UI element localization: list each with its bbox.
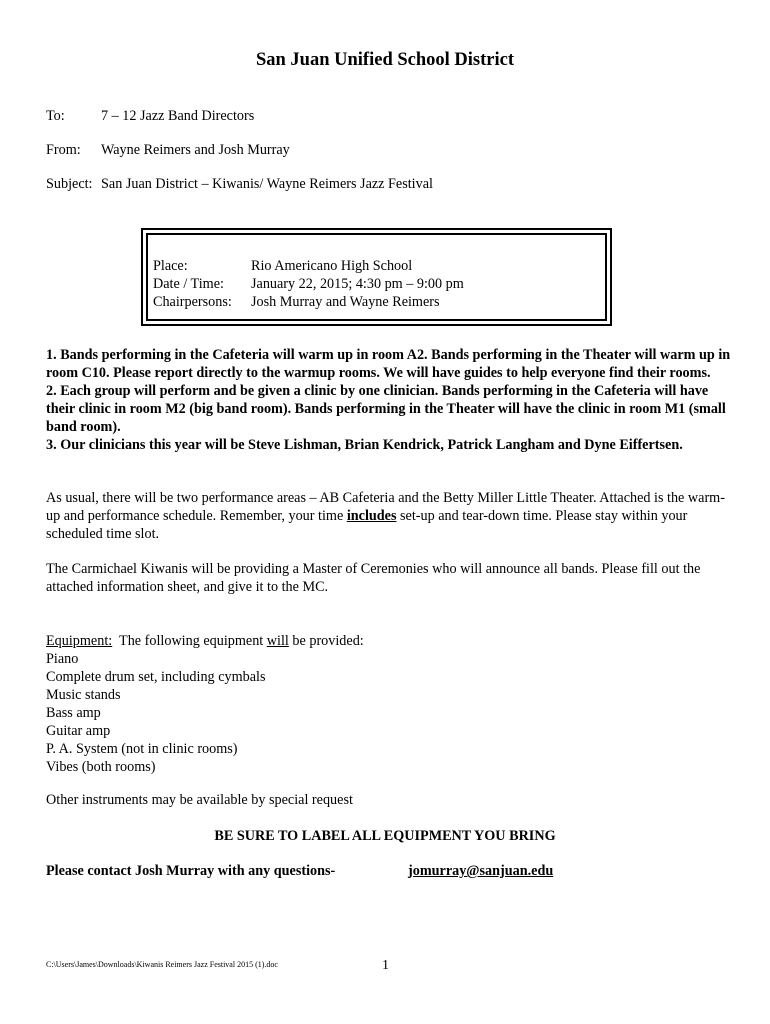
- equipment-item: Piano: [46, 651, 79, 667]
- label-equipment-notice: BE SURE TO LABEL ALL EQUIPMENT YOU BRING: [214, 828, 556, 844]
- instructions: [46, 346, 736, 454]
- from-value: Wayne Reimers and Josh Murray: [101, 142, 290, 158]
- footer-file-path: C:\Users\James\Downloads\Kiwanis Reimers Jazz Festival 2015 (1).doc: [46, 960, 278, 969]
- subject-label: Subject:: [46, 176, 93, 192]
- equipment-item: Music stands: [46, 687, 121, 703]
- performance-areas-paragraph: As usual, there will be two performance areas – AB Cafeteria and the Betty Miller Little Theater. Attached is the warm-up and performance schedule. Remember, your time includes set-up and tear-down time. Please stay within your scheduled time slot.: [46, 490, 725, 542]
- datetime-value: January 22, 2015; 4:30 pm – 9:00 pm: [251, 276, 464, 292]
- equipment-item: Complete drum set, including cymbals: [46, 669, 266, 685]
- page-number: 1: [382, 958, 389, 973]
- to-label: To:: [46, 108, 65, 124]
- equipment-section: [46, 632, 364, 776]
- datetime-label: Date / Time:: [153, 276, 224, 292]
- other-instruments-note: Other instruments may be available by special request: [46, 792, 353, 808]
- contact-text: Please contact Josh Murray with any questions-: [46, 863, 336, 879]
- place-value: Rio Americano High School: [251, 258, 413, 274]
- includes-emphasis: includes: [346, 508, 397, 524]
- page-title: San Juan Unified School District: [255, 50, 514, 70]
- equipment-heading: Equipment:: [46, 633, 113, 649]
- to-value: 7 – 12 Jazz Band Directors: [101, 108, 255, 124]
- equipment-item: Vibes (both rooms): [46, 759, 156, 775]
- will-emphasis: will: [266, 633, 289, 649]
- from-label: From:: [46, 142, 81, 158]
- event-details-box: [141, 228, 612, 326]
- equipment-heading-line: Equipment: The following equipment will be provided:: [46, 633, 364, 649]
- chairpersons-label: Chairpersons:: [153, 294, 232, 310]
- instruction-item: 1. Bands performing in the Cafeteria will warm up in room A2. Bands performing in the Theater will warm up in room C10. Please report directly to the warmup rooms. We will have guides to help everyone find their rooms.: [46, 347, 731, 381]
- contact-email-link[interactable]: jomurray@sanjuan.edu: [408, 863, 554, 879]
- instruction-item: 3. Our clinicians this year will be Steve Lishman, Brian Kendrick, Patrick Langham and Dyne Eiffertsen.: [46, 437, 683, 453]
- chairpersons-value: Josh Murray and Wayne Reimers: [251, 294, 440, 310]
- equipment-item: Guitar amp: [46, 723, 111, 739]
- instruction-item: 2. Each group will perform and be given a clinic by one clinician. Bands performing in the Cafeteria will have their clinic in room M2 (big band room). Bands performing in the Theater will have the clinic in room M1 (small band room).: [46, 383, 726, 435]
- place-label: Place:: [153, 258, 188, 274]
- equipment-item: Bass amp: [46, 705, 101, 721]
- kiwanis-paragraph: The Carmichael Kiwanis will be providing a Master of Ceremonies who will announce all bands. Please fill out the attached information sheet, and give it to the MC.: [46, 561, 701, 595]
- equipment-item: P. A. System (not in clinic rooms): [46, 741, 238, 757]
- subject-value: San Juan District – Kiwanis/ Wayne Reimers Jazz Festival: [101, 176, 433, 192]
